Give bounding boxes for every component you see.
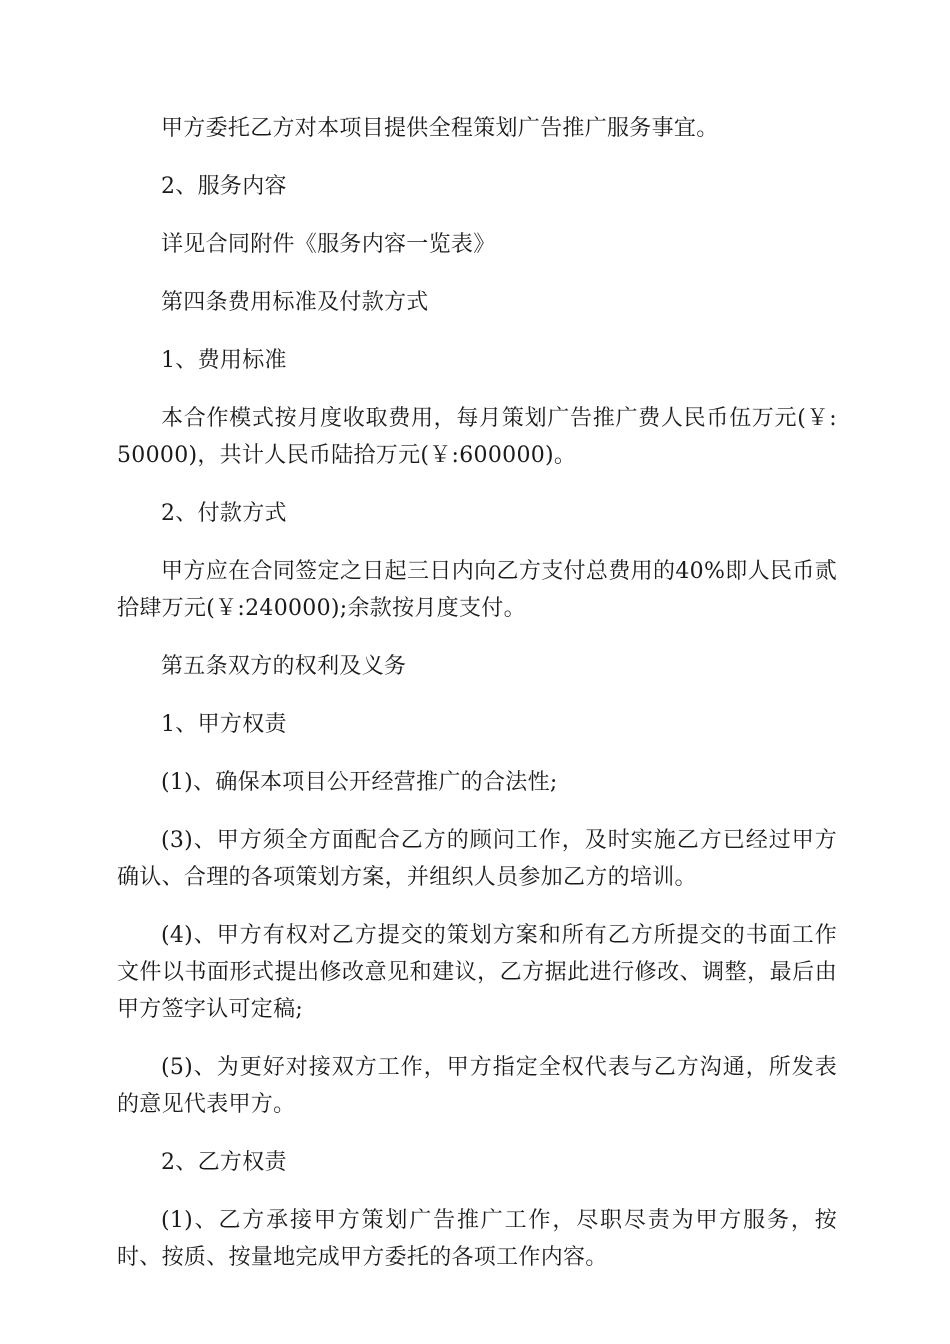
document-body (117, 110, 837, 1297)
paragraph-party-a-item-4: (4)、甲方有权对乙方提交的策划方案和所有乙方所提交的书面工作文件以书面形式提出修改意见和建议，乙方据此进行修改、调整，最后由甲方签字认可定稿; (117, 923, 837, 1022)
heading-fee-standard: 1、费用标准 (161, 348, 287, 373)
heading-article-five: 第五条双方的权利及义务 (161, 654, 407, 679)
paragraph-party-a-item-1: (1)、确保本项目公开经营推广的合法性; (161, 770, 558, 795)
paragraph-party-b-item-1: (1)、乙方承接甲方策划广告推广工作，尽职尽责为甲方服务，按时、按质、按量地完成甲方委托的各项工作内容。 (117, 1208, 837, 1270)
heading-service-content: 2、服务内容 (161, 174, 287, 199)
paragraph-fee-standard: 本合作模式按月度收取费用，每月策划广告推广费人民币伍万元(￥:50000)，共计人民币陆拾万元(￥:600000)。 (117, 406, 837, 468)
heading-party-b-rights: 2、乙方权责 (161, 1150, 287, 1175)
paragraph-party-a-item-5: (5)、为更好对接双方工作，甲方指定全权代表与乙方沟通，所发表的意见代表甲方。 (117, 1055, 837, 1117)
paragraph-party-a-item-3: (3)、甲方须全方面配合乙方的顾问工作，及时实施乙方已经过甲方确认、合理的各项策划方案，并组织人员参加乙方的培训。 (117, 828, 837, 890)
paragraph-payment-method: 甲方应在合同签定之日起三日内向乙方支付总费用的40%即人民币贰拾肆万元(￥:240000);余款按月度支付。 (117, 559, 837, 621)
paragraph-see-appendix: 详见合同附件《服务内容一览表》 (161, 232, 496, 257)
heading-article-four: 第四条费用标准及付款方式 (161, 290, 429, 315)
heading-party-a-rights: 1、甲方权责 (161, 712, 287, 737)
heading-payment-method: 2、付款方式 (161, 501, 287, 526)
paragraph-entrustment: 甲方委托乙方对本项目提供全程策划广告推广服务事宜。 (161, 116, 719, 141)
